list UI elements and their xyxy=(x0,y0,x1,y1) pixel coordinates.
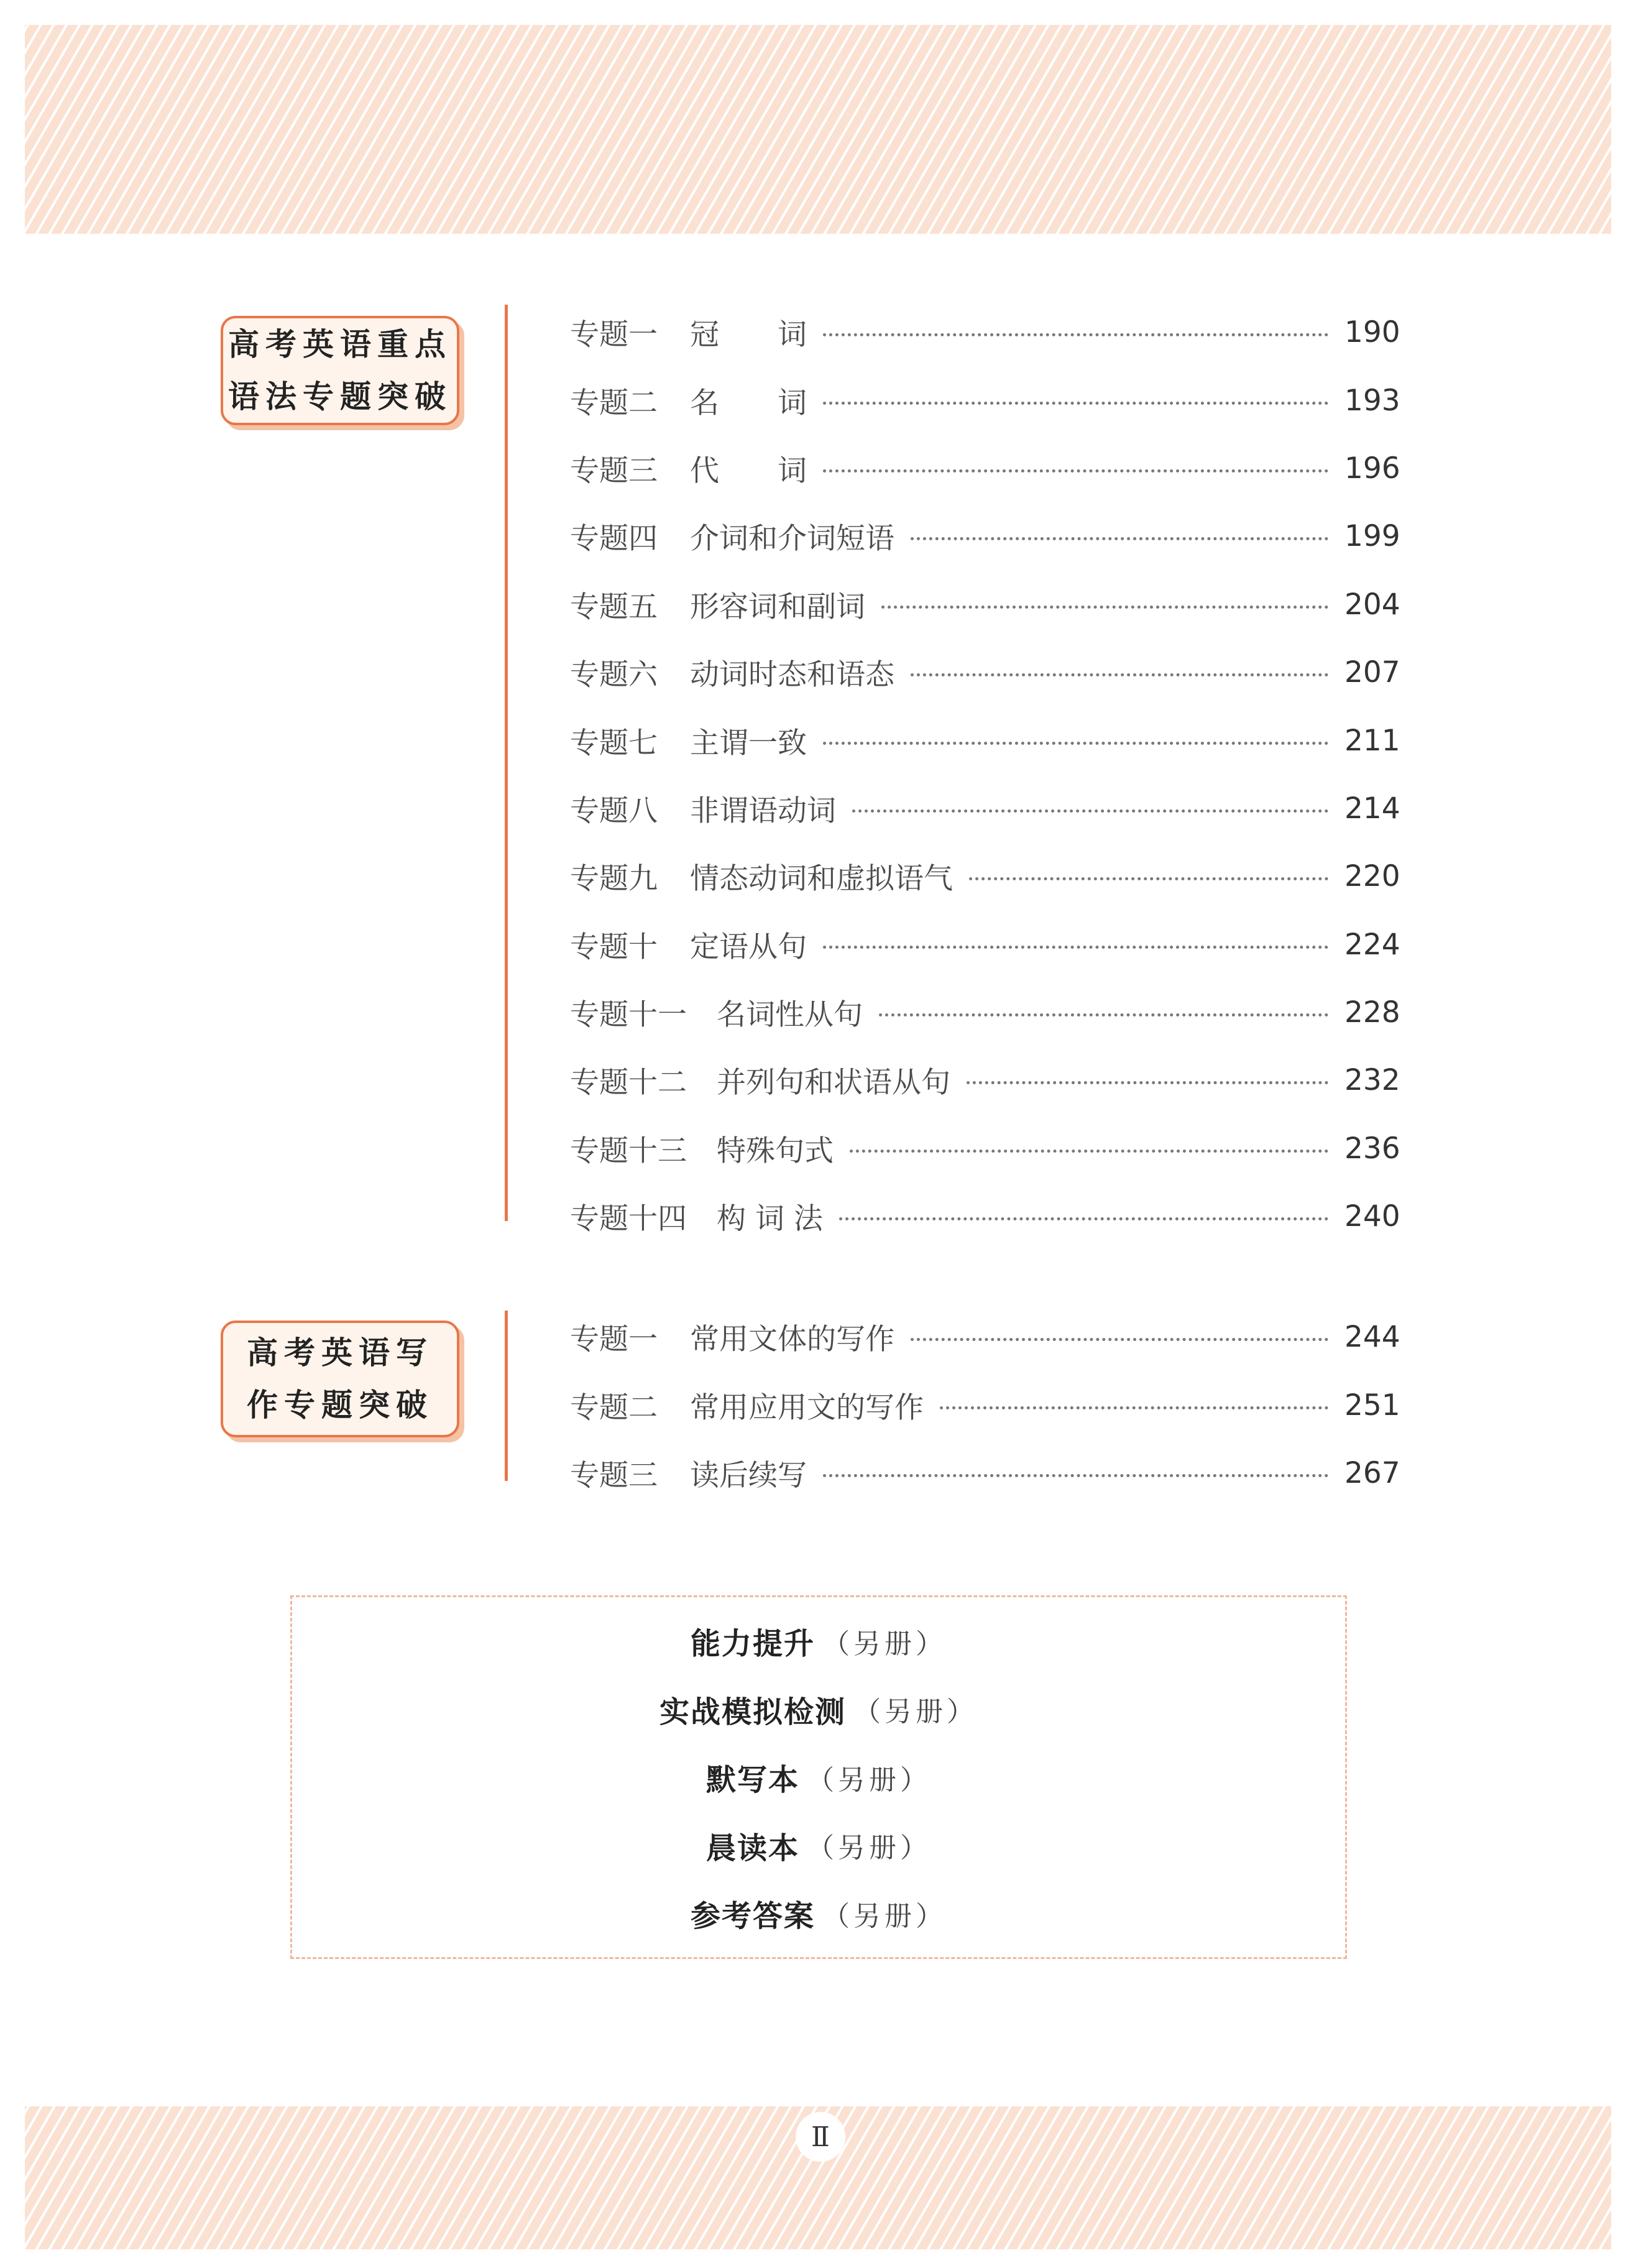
toc-entry-title: 形容词和副词 xyxy=(690,589,865,624)
toc-entry[interactable] xyxy=(570,979,1400,1046)
toc-page-number: 199 xyxy=(1344,519,1400,554)
toc-entry-number: 专题三 xyxy=(570,453,658,488)
toc-entry[interactable] xyxy=(570,911,1400,979)
toc-entry[interactable] xyxy=(570,842,1400,910)
toc-entry-number: 专题三 xyxy=(570,1458,658,1493)
toc-dot-leader xyxy=(823,1474,1328,1477)
toc-entry-title: 动词时态和语态 xyxy=(690,658,894,693)
toc-entry[interactable] xyxy=(570,1115,1400,1182)
toc-dot-leader xyxy=(852,809,1328,813)
toc-entry-title: 读后续写 xyxy=(690,1458,807,1493)
toc-entry-number: 专题十三 xyxy=(570,1133,687,1168)
booklet-note: （另册） xyxy=(853,1696,978,1728)
toc-dot-leader xyxy=(823,402,1328,405)
section-tag-grammar xyxy=(221,316,459,425)
toc-entry-title: 名 词 xyxy=(690,385,807,420)
toc-dot-leader xyxy=(839,1217,1328,1220)
toc-entry[interactable] xyxy=(570,1439,1400,1507)
page-number: Ⅱ xyxy=(796,2112,845,2162)
section-divider-bar xyxy=(505,1311,508,1481)
toc-entry[interactable] xyxy=(570,1046,1400,1114)
toc-page-number: 220 xyxy=(1344,859,1400,894)
toc-dot-leader xyxy=(911,537,1328,540)
toc-entry-number: 专题一 xyxy=(570,1322,658,1357)
toc-page-number: 193 xyxy=(1344,383,1400,418)
toc-dot-leader xyxy=(823,946,1328,949)
toc-entry-number: 专题二 xyxy=(570,385,658,420)
toc-page-number: 196 xyxy=(1344,451,1400,486)
toc-entry-number: 专题十 xyxy=(570,929,658,964)
section-tag-line: 高考英语重点 xyxy=(228,326,452,362)
toc-dot-leader xyxy=(969,877,1328,880)
toc-entry-number: 专题九 xyxy=(570,862,658,897)
toc-page-number: 236 xyxy=(1344,1131,1400,1166)
booklet-note: （另册） xyxy=(822,1900,947,1932)
toc-page-number: 244 xyxy=(1344,1320,1400,1355)
booklet-item xyxy=(659,1675,978,1743)
toc-entry-title: 定语从句 xyxy=(690,929,807,964)
toc-dot-leader xyxy=(911,673,1328,676)
toc-list-grammar xyxy=(570,298,1400,1250)
booklet-name: 参考答案 xyxy=(690,1899,815,1934)
toc-dot-leader xyxy=(881,606,1328,609)
toc-entry[interactable] xyxy=(570,366,1400,434)
booklet-item xyxy=(691,1607,947,1676)
toc-dot-leader xyxy=(967,1081,1328,1084)
toc-list-writing xyxy=(570,1303,1400,1507)
toc-entry-title: 构 词 法 xyxy=(717,1202,823,1237)
toc-entry-title: 代 词 xyxy=(690,453,807,488)
toc-page-number: 214 xyxy=(1344,791,1400,826)
toc-page-number: 211 xyxy=(1344,723,1400,758)
toc-entry[interactable] xyxy=(570,638,1400,706)
toc-entry-number: 专题十一 xyxy=(570,998,687,1033)
toc-entry-number: 专题七 xyxy=(570,726,658,760)
toc-page-number: 224 xyxy=(1344,927,1400,962)
booklet-item xyxy=(691,1879,947,1948)
booklet-note: （另册） xyxy=(822,1628,947,1660)
toc-entry[interactable] xyxy=(570,298,1400,366)
booklet-name: 默写本 xyxy=(705,1763,799,1797)
toc-entry-number: 专题二 xyxy=(570,1390,658,1425)
toc-entry-title: 常用应用文的写作 xyxy=(690,1390,924,1425)
toc-dot-leader xyxy=(823,469,1328,472)
section-divider-bar xyxy=(505,305,508,1221)
toc-page-number: 228 xyxy=(1344,995,1400,1030)
toc-entry-title: 介词和介词短语 xyxy=(690,522,894,556)
toc-dot-leader xyxy=(850,1150,1328,1153)
toc-entry-title: 非谓语动词 xyxy=(690,793,836,828)
toc-entry[interactable] xyxy=(570,706,1400,774)
toc-entry[interactable] xyxy=(570,571,1400,638)
section-tag-writing xyxy=(221,1321,459,1437)
toc-page-number: 190 xyxy=(1344,315,1400,350)
toc-entry-number: 专题十二 xyxy=(570,1066,687,1100)
toc-entry-number: 专题四 xyxy=(570,522,658,556)
booklet-note: （另册） xyxy=(807,1764,931,1796)
toc-entry-number: 专题五 xyxy=(570,589,658,624)
toc-entry-number: 专题六 xyxy=(570,658,658,693)
booklet-note: （另册） xyxy=(807,1832,931,1864)
supplementary-booklets-box xyxy=(290,1595,1347,1959)
toc-dot-leader xyxy=(823,742,1328,745)
booklet-name: 实战模拟检测 xyxy=(659,1694,846,1730)
toc-entry-number: 专题一 xyxy=(570,318,658,353)
section-tag-line: 作专题突破 xyxy=(247,1386,433,1423)
toc-page-number: 251 xyxy=(1344,1388,1400,1422)
booklet-name: 能力提升 xyxy=(690,1626,815,1661)
toc-entry[interactable] xyxy=(570,775,1400,842)
toc-entry-title: 名词性从句 xyxy=(717,998,863,1033)
top-decorative-band xyxy=(25,25,1611,234)
toc-entry-title: 情态动词和虚拟语气 xyxy=(690,862,953,897)
section-tag-line: 高考英语写 xyxy=(247,1334,433,1371)
section-tag-line: 语法专题突破 xyxy=(228,378,452,415)
toc-entry-title: 并列句和状语从句 xyxy=(717,1066,950,1100)
toc-entry-title: 主谓一致 xyxy=(690,726,807,760)
toc-entry[interactable] xyxy=(570,1303,1400,1371)
toc-entry[interactable] xyxy=(570,435,1400,502)
toc-page-number: 204 xyxy=(1344,587,1400,622)
toc-page-number: 240 xyxy=(1344,1199,1400,1234)
toc-entry-title: 冠 词 xyxy=(690,318,807,353)
booklet-item xyxy=(706,1811,931,1879)
toc-dot-leader xyxy=(879,1013,1328,1016)
toc-page-number: 267 xyxy=(1344,1455,1400,1490)
toc-dot-leader xyxy=(940,1406,1328,1409)
toc-page-number: 207 xyxy=(1344,655,1400,690)
toc-entry-number: 专题十四 xyxy=(570,1202,687,1237)
booklet-name: 晨读本 xyxy=(705,1830,799,1866)
toc-entry-title: 特殊句式 xyxy=(717,1133,834,1168)
toc-entry-number: 专题八 xyxy=(570,793,658,828)
booklet-item xyxy=(706,1743,931,1812)
toc-page-number: 232 xyxy=(1344,1063,1400,1098)
toc-entry[interactable] xyxy=(570,1182,1400,1250)
toc-dot-leader xyxy=(823,333,1328,336)
toc-entry[interactable] xyxy=(570,502,1400,570)
toc-entry[interactable] xyxy=(570,1371,1400,1439)
toc-entry-title: 常用文体的写作 xyxy=(690,1322,894,1357)
toc-dot-leader xyxy=(911,1338,1328,1341)
